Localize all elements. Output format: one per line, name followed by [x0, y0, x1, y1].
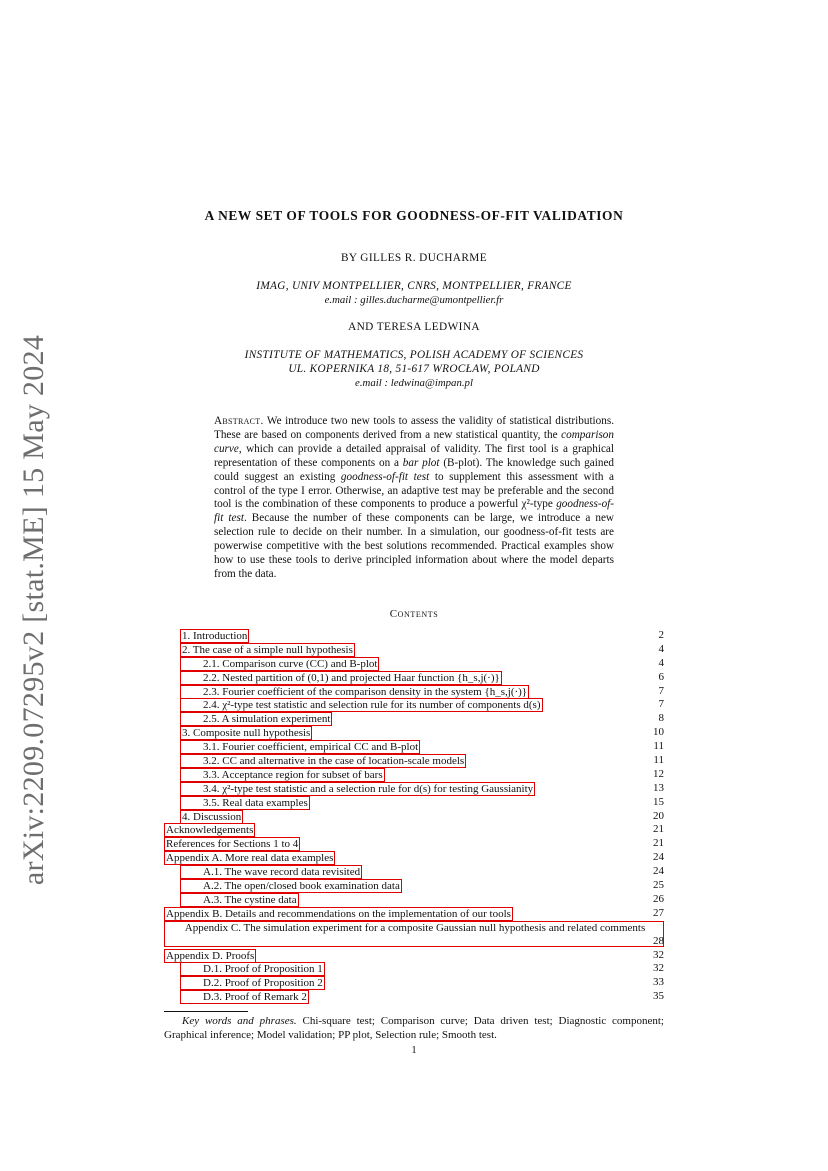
toc-entry-page: 2	[658, 629, 664, 641]
toc-entry-link[interactable]: A.1. The wave record data revisited	[180, 865, 362, 879]
author-2: AND TERESA LEDWINA	[348, 321, 480, 333]
toc-entry-page: 15	[653, 795, 664, 808]
toc-entry	[164, 671, 664, 685]
toc-entry-link[interactable]: D.2. Proof of Proposition 2	[180, 976, 325, 990]
toc-entry	[164, 698, 664, 712]
toc-entry-page: 4	[658, 656, 664, 669]
toc-entry	[164, 976, 664, 990]
toc-entry-page: 21	[653, 837, 664, 850]
toc-entry-link[interactable]: 2. The case of a simple null hypothesis	[182, 643, 353, 656]
toc-entry-page: 8	[658, 712, 664, 725]
abstract-emphasis-1: comparison curve	[214, 428, 614, 455]
toc-entry	[164, 823, 664, 837]
keywords-heading: Key words and phrases.	[182, 1015, 297, 1027]
toc-entry-page: 28	[653, 934, 664, 947]
toc-entry	[164, 990, 664, 1004]
toc-entry-link[interactable]: A.3. The cystine data	[180, 893, 299, 907]
toc-entry	[164, 865, 664, 879]
toc-entry	[164, 754, 664, 768]
toc-entry-link[interactable]: 3.3. Acceptance region for subset of bars	[180, 768, 385, 782]
toc-entry-link[interactable]: 2.3. Fourier coefficient of the comparison density in the system {h_s,j(·)}	[180, 685, 529, 699]
toc-entry	[164, 796, 664, 810]
toc-entry-page: 32	[653, 962, 664, 975]
abstract-heading: Abstract.	[214, 415, 264, 427]
toc-entry-link[interactable]: A.2. The open/closed book examination data	[180, 879, 402, 893]
toc-entry-link[interactable]: Appendix D. Proofs	[166, 949, 255, 962]
toc-entry	[164, 685, 664, 699]
toc-entry	[164, 726, 664, 740]
toc-entry-link[interactable]: 1. Introduction	[182, 630, 248, 642]
paper-title: A NEW SET OF TOOLS FOR GOODNESS-OF-FIT VALIDATION	[204, 208, 624, 223]
toc-entry	[164, 949, 664, 963]
toc-entry-link[interactable]: Appendix B. Details and recommendations on the implementation of our tools	[166, 907, 511, 920]
toc-entry	[164, 851, 664, 865]
toc-entry	[164, 712, 664, 726]
toc-entry-page: 24	[653, 865, 664, 878]
toc-entry-link[interactable]: 2.5. A simulation experiment	[180, 712, 332, 726]
keywords-text: Chi-square test; Comparison curve; Data driven test; Diagnostic component; Graphical inference; Model validation; PP plot, Selection rule; Smooth test.	[164, 1015, 664, 1041]
toc-entry-page: 27	[653, 906, 664, 919]
toc-entry	[164, 657, 664, 671]
affiliation-2-line-2: UL. KOPERNIKA 18, 51-617 WROCŁAW, POLAND	[288, 363, 540, 375]
toc-entry-link[interactable]: Appendix A. More real data examples	[166, 852, 334, 865]
affiliation-1: IMAG, UNIV MONTPELLIER, CNRS, MONTPELLIER, FRANCE	[256, 280, 572, 292]
toc-entry-page: 11	[653, 740, 664, 753]
arxiv-identifier-text: arXiv:2209.07295v2 [stat.ME] 15 May 2024	[17, 334, 50, 886]
abstract-text-3: (B-plot). The knowledge such gained could suggest an existing	[214, 456, 615, 483]
toc-entry-page: 26	[653, 892, 664, 905]
abstract-emphasis-3: goodness-of-fit test	[340, 470, 430, 483]
toc-entry-page: 11	[653, 754, 664, 767]
toc-entry-link[interactable]: References for Sections 1 to 4	[166, 838, 299, 851]
toc-entry-link[interactable]: 3.5. Real data examples	[180, 796, 310, 810]
toc-entry-page: 4	[658, 642, 664, 655]
toc-entry	[164, 907, 664, 921]
contents-heading: Contents	[389, 608, 439, 620]
toc-entry-page: 7	[658, 698, 664, 711]
toc-entry-page: 33	[653, 976, 664, 989]
toc-entry-link[interactable]: 2.4. χ²-type test statistic and selection rule for its number of components d(s)	[180, 698, 543, 712]
toc-entry	[164, 629, 664, 643]
toc-entry	[164, 810, 664, 824]
abstract-text-4: to supplement this assessment with a control of the type I error. Otherwise, an adaptive test may be preferable and the second tool is the combination of these components to produce a powerful χ²-type	[214, 470, 615, 511]
toc-entry-link[interactable]: 3.4. χ²-type test statistic and a selection rule for d(s) for testing Gaussianity	[180, 782, 535, 796]
toc-entry	[164, 962, 664, 976]
toc-entry-page: 13	[653, 781, 664, 794]
abstract	[214, 415, 614, 582]
toc-entry-page: 10	[653, 726, 664, 739]
toc-entry-link[interactable]: Appendix C. The simulation experiment for a composite Gaussian null hypothesis and related comments	[164, 921, 664, 947]
toc-entry	[164, 740, 664, 754]
abstract-emphasis-4: goodness-of-fit test	[214, 498, 614, 525]
affiliation-2-line-1: INSTITUTE OF MATHEMATICS, POLISH ACADEMY OF SCIENCES	[244, 349, 584, 361]
toc-entry-page: 6	[658, 670, 664, 683]
page-number: 1	[411, 1045, 417, 1056]
toc-entry	[164, 643, 664, 657]
toc-entry-page: 24	[653, 851, 664, 864]
abstract-text-2: , which can provide a detailed appraisal of validity. The first tool is a graphical representation of these components on a	[214, 442, 614, 469]
author-1: BY GILLES R. DUCHARME	[340, 252, 488, 264]
abstract-emphasis-2: bar plot	[402, 456, 440, 469]
toc-entry-link[interactable]: 3.1. Fourier coefficient, empirical CC and B-plot	[180, 740, 420, 754]
toc-entry-link[interactable]: D.3. Proof of Remark 2	[180, 990, 309, 1004]
toc-entry-link[interactable]: 3. Composite null hypothesis	[182, 727, 311, 740]
toc-entry-link[interactable]: 3.2. CC and alternative in the case of location-scale models	[180, 754, 466, 768]
toc-entry-page: 20	[653, 809, 664, 822]
toc-entry-link[interactable]: 2.2. Nested partition of (0,1) and projected Haar function {h_s,j(·)}	[180, 671, 502, 685]
toc-entry-link[interactable]: Acknowledgements	[166, 824, 254, 837]
email-1: e.mail : gilles.ducharme@umontpellier.fr	[324, 294, 504, 306]
toc-entry-page: 35	[653, 990, 664, 1003]
toc-entry-page: 12	[653, 767, 664, 780]
toc-entry-page: 7	[658, 684, 664, 697]
toc-entry-link[interactable]: 4. Discussion	[182, 810, 242, 823]
toc-entry-link[interactable]: 2.1. Comparison curve (CC) and B-plot	[180, 657, 379, 671]
keywords-footnote	[164, 1015, 664, 1043]
toc-entry-page: 21	[653, 823, 664, 836]
table-of-contents	[164, 629, 664, 1004]
toc-entry-page: 25	[653, 879, 664, 892]
email-2: e.mail : ledwina@impan.pl	[355, 377, 473, 389]
toc-entry	[164, 837, 664, 851]
toc-entry-link[interactable]: D.1. Proof of Proposition 1	[180, 962, 325, 976]
toc-entry	[164, 768, 664, 782]
abstract-text-5: . Because the number of these components can be large, we introduce a new selection rule to decide on their number. In a simulation, our goodness-of-fit tests are powerwise competitive with the best solutions recommended. Practical examples show how to use these tools to derive principled information about where the model departs from the data.	[214, 512, 614, 580]
toc-entry	[164, 879, 664, 893]
toc-entry	[164, 893, 664, 907]
abstract-text-1: We introduce two new tools to assess the validity of statistical distributions. These are based on components derived from a new statistical quantity, the	[214, 415, 614, 441]
toc-entry	[164, 782, 664, 796]
toc-entry	[164, 921, 664, 949]
footnote-divider	[164, 1011, 248, 1012]
toc-entry-page: 32	[653, 948, 664, 961]
